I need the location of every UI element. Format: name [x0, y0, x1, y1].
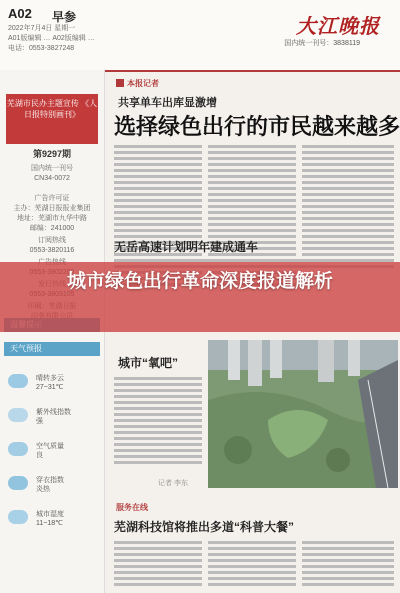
sun-icon: [8, 408, 28, 422]
header-meta-1: 2022年7月4日 星期一: [8, 25, 76, 32]
weather-value: 11~18℃: [36, 520, 64, 527]
promo-text: 芜湖市民办主题宣传 《人日报特别画刊》: [6, 99, 98, 119]
weather-row: [8, 370, 98, 396]
weather-label: 晴转多云: [36, 375, 64, 382]
bottom-headline: 芜湖科技馆将推出多道“科普大餐”: [114, 520, 295, 534]
section-name: 早参: [52, 10, 77, 24]
weather-row: [8, 404, 98, 430]
ad-line: 地址：芜湖市九华中路: [17, 215, 87, 222]
weather-value: 27~31℃: [36, 384, 64, 391]
second-headline: 无岳高速计划明年建成通车: [114, 240, 259, 254]
ad-line: 广告许可证: [34, 195, 70, 202]
page-number: A02: [8, 6, 32, 21]
weather-label: 空气质量: [36, 443, 64, 450]
section-tag: 服务在线: [116, 503, 148, 512]
banner-title: 城市绿色出行革命深度报道解析: [66, 271, 333, 292]
weather-value: 炎热: [36, 486, 50, 493]
weather-title: 天气预报: [10, 344, 42, 353]
article-subtitle: 共享单车出库显激增: [118, 97, 217, 109]
photo-credit: 记者 李东: [158, 480, 188, 487]
cn-code: CN34-0072: [34, 175, 70, 182]
photo-title: 城市“氧吧”: [118, 356, 179, 370]
text-column: [208, 538, 296, 590]
title-banner: [0, 262, 400, 332]
article-headline: 选择绿色出行的市民越来越多: [114, 114, 400, 139]
article-kicker: 本报记者: [116, 78, 159, 89]
weather-value: 良: [36, 452, 43, 459]
cn-number: 国内统一刊号：3838119: [284, 40, 360, 47]
shirt-icon: [8, 476, 28, 490]
weather-label: 穿衣指数: [36, 477, 64, 484]
weather-row: [8, 438, 98, 464]
park-photo: [208, 340, 398, 488]
weather-bar: [4, 342, 100, 356]
issue-number: 第9297期: [32, 149, 72, 159]
air-icon: [8, 442, 28, 456]
page-header: [0, 0, 400, 72]
weather-label: 城市湿度: [36, 511, 64, 518]
text-column: [114, 538, 202, 590]
humidity-icon: [8, 510, 28, 524]
cloud-icon: [8, 374, 28, 388]
weather-row: [8, 506, 98, 532]
cn-label: 国内统一刊号: [31, 165, 73, 172]
ad-line: 主办：芜湖日报报业集团: [13, 205, 91, 212]
ad-line: 邮编：241000: [29, 225, 75, 232]
aerial-park-image: [208, 340, 398, 488]
text-column: [302, 538, 394, 590]
weather-row: [8, 472, 98, 498]
header-meta-3: 电话：0553-3827248: [8, 45, 75, 52]
header-meta-2: A01版编辑 … A02版编辑 …: [8, 35, 95, 42]
promo-box: [6, 94, 98, 144]
ad-line: 订阅热线: [38, 237, 66, 244]
text-column: [114, 374, 202, 474]
weather-value: 强: [36, 418, 43, 425]
ad-line: 0553-3820116: [29, 247, 75, 254]
masthead-logo: 大江晚报: [296, 14, 380, 38]
weather-label: 紫外线指数: [36, 409, 71, 416]
